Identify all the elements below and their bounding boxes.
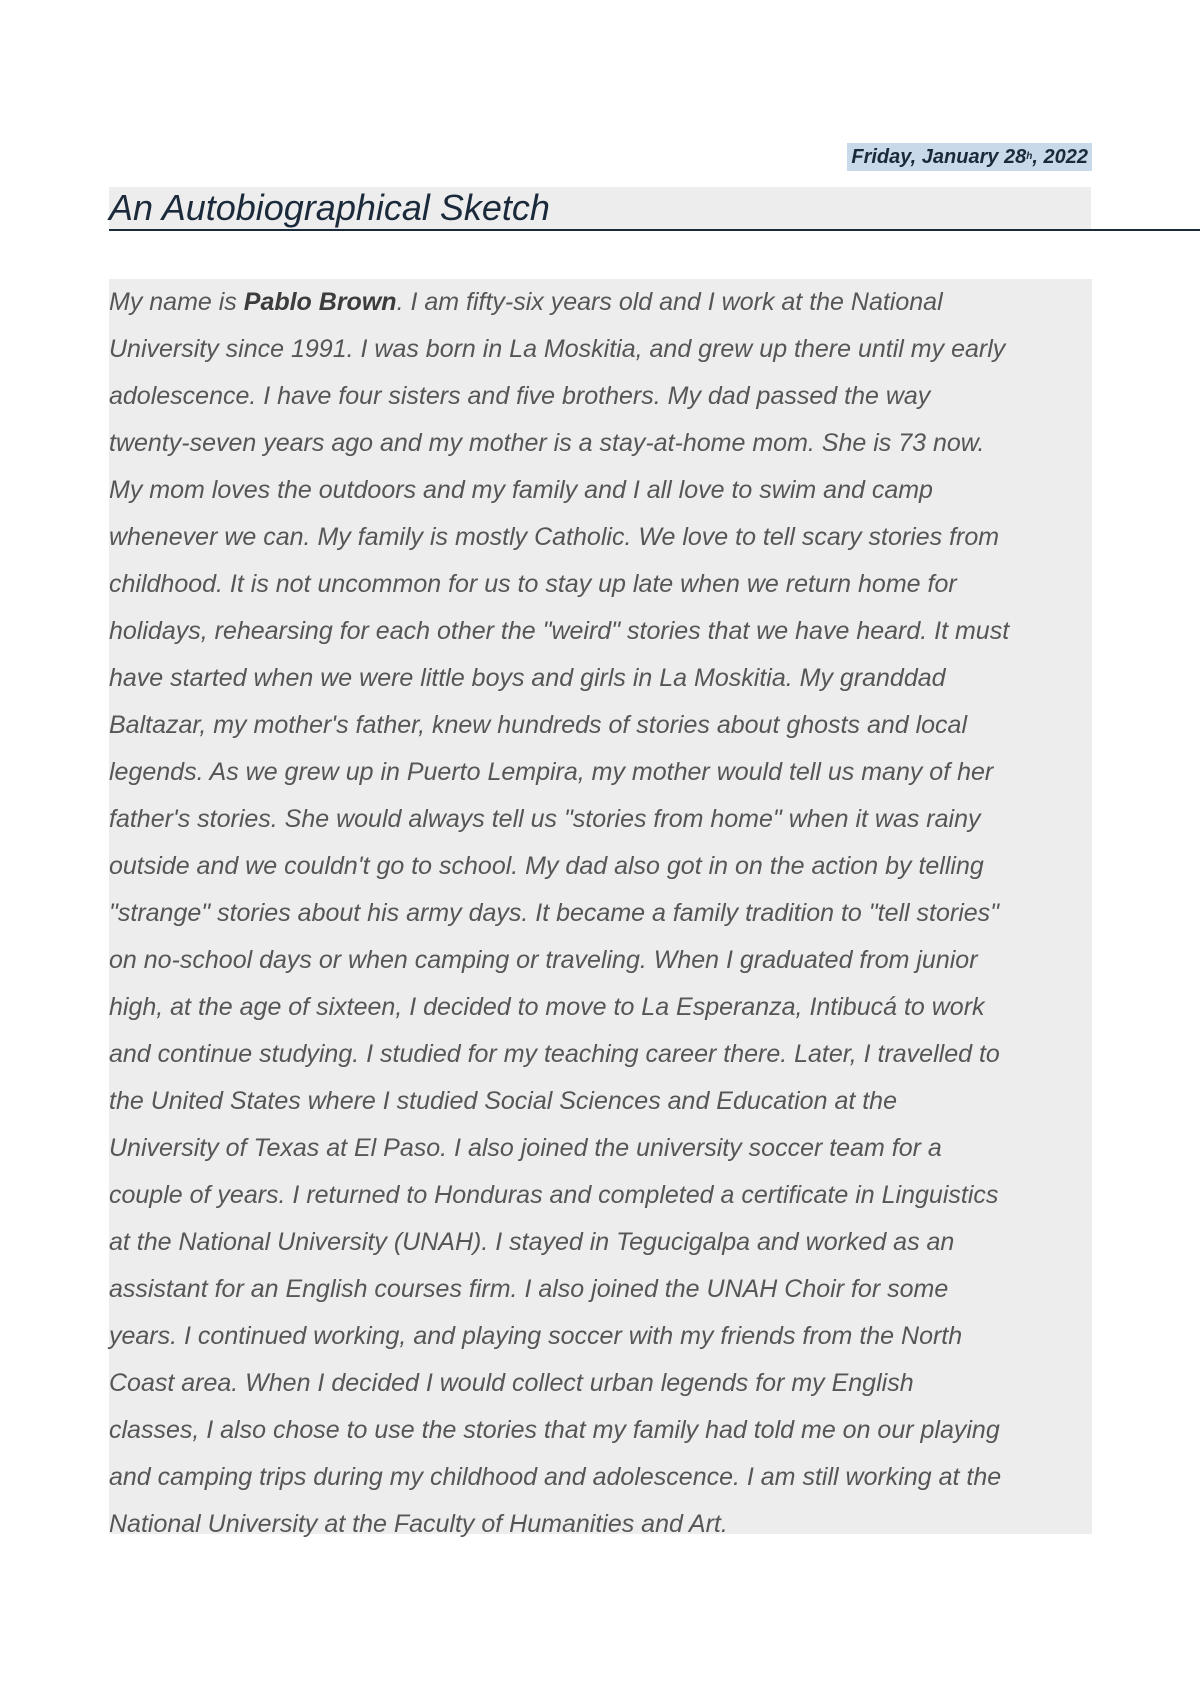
body-line-text: "strange" stories about his army days. It became a family tradition to "tell stories" [109,899,1000,927]
body-line [109,467,933,514]
author-name: Pablo Brown [243,288,397,316]
title-underline-rule [109,229,1200,231]
body-line [109,749,993,796]
body-line-text: My name is [109,288,244,316]
body-line-text: and continue studying. I studied for my teaching career there. Later, I travelled to [109,1040,1000,1068]
body-line-text: Coast area. When I decided I would collect urban legends for my English [109,1369,914,1397]
document-title: An Autobiographical Sketch [109,187,550,228]
body-line [109,1313,962,1360]
body-line-text: father's stories. She would always tell us "stories from home" when it was rainy [109,805,981,833]
body-line-text: the United States where I studied Social Sciences and Education at the [109,1087,897,1115]
date-year: , 2022 [1032,145,1088,168]
body-line-text: University of Texas at El Paso. I also joined the university soccer team for a [109,1134,942,1162]
body-line-text: childhood. It is not uncommon for us to stay up late when we return home for [109,570,957,598]
body-line-text: National University at the Faculty of Humanities and Art. [109,1510,728,1538]
body-line [109,608,1009,655]
body-line-text: twenty-seven years ago and my mother is a stay-at-home mom. She is 73 now. [109,429,985,457]
body-line-text: couple of years. I returned to Honduras and completed a certificate in Linguistics [109,1181,999,1209]
body-line [109,1360,914,1407]
body-line [109,326,1005,373]
body-line [109,1454,1001,1501]
body-line [109,1266,948,1313]
body-line [109,561,957,608]
document-date: Friday, January 28 h , 2022 [847,143,1092,171]
body-line-text-cont: . I am fifty-six years old and I work at the National [396,288,943,316]
body-line [109,655,946,702]
body-line [109,1501,728,1548]
body-line-text: University since 1991. I was born in La Moskitia, and grew up there until my early [109,335,1006,363]
body-line-text: outside and we couldn't go to school. My dad also got in on the action by telling [109,852,984,880]
body-line-text: high, at the age of sixteen, I decided to move to La Esperanza, Intibucá to work [109,993,985,1021]
body-line-text: years. I continued working, and playing soccer with my friends from the North [109,1322,963,1350]
body-line [109,279,943,326]
date-text: Friday, January 28 [851,145,1027,168]
body-line-text: Baltazar, my mother's father, knew hundreds of stories about ghosts and local [109,711,968,739]
body-line [109,796,980,843]
body-line [109,514,999,561]
body-line-text: at the National University (UNAH). I stayed in Tegucigalpa and worked as an [109,1228,955,1256]
body-line-text: on no-school days or when camping or traveling. When I graduated from junior [109,946,978,974]
body-line [109,420,984,467]
body-line-text: adolescence. I have four sisters and five brothers. My dad passed the way [109,382,931,410]
body-paragraph [109,279,1092,1538]
body-line-text: and camping trips during my childhood and adolescence. I am still working at the [109,1463,1002,1491]
body-line [109,984,985,1031]
body-line [109,937,978,984]
body-line [109,1172,998,1219]
body-line-text: My mom loves the outdoors and my family and I all love to swim and camp [109,476,933,504]
body-line-text: holidays, rehearsing for each other the "weird" stories that we have heard. It must [109,617,1010,645]
body-line [109,702,967,749]
body-line-text: whenever we can. My family is mostly Catholic. We love to tell scary stories from [109,523,1000,551]
body-line-text: legends. As we grew up in Puerto Lempira, my mother would tell us many of her [109,758,994,786]
body-line [109,1031,1000,1078]
body-line [109,373,930,420]
body-line [109,843,984,890]
body-line [109,1407,1000,1454]
body-line [109,1219,954,1266]
body-line [109,1078,897,1125]
body-line-text: have started when we were little boys and girls in La Moskitia. My granddad [109,664,946,692]
body-line [109,890,999,937]
body-line-text: classes, I also chose to use the stories that my family had told me on our playing [109,1416,1000,1444]
body-line-text: assistant for an English courses firm. I also joined the UNAH Choir for some [109,1275,949,1303]
body-line [109,1125,942,1172]
